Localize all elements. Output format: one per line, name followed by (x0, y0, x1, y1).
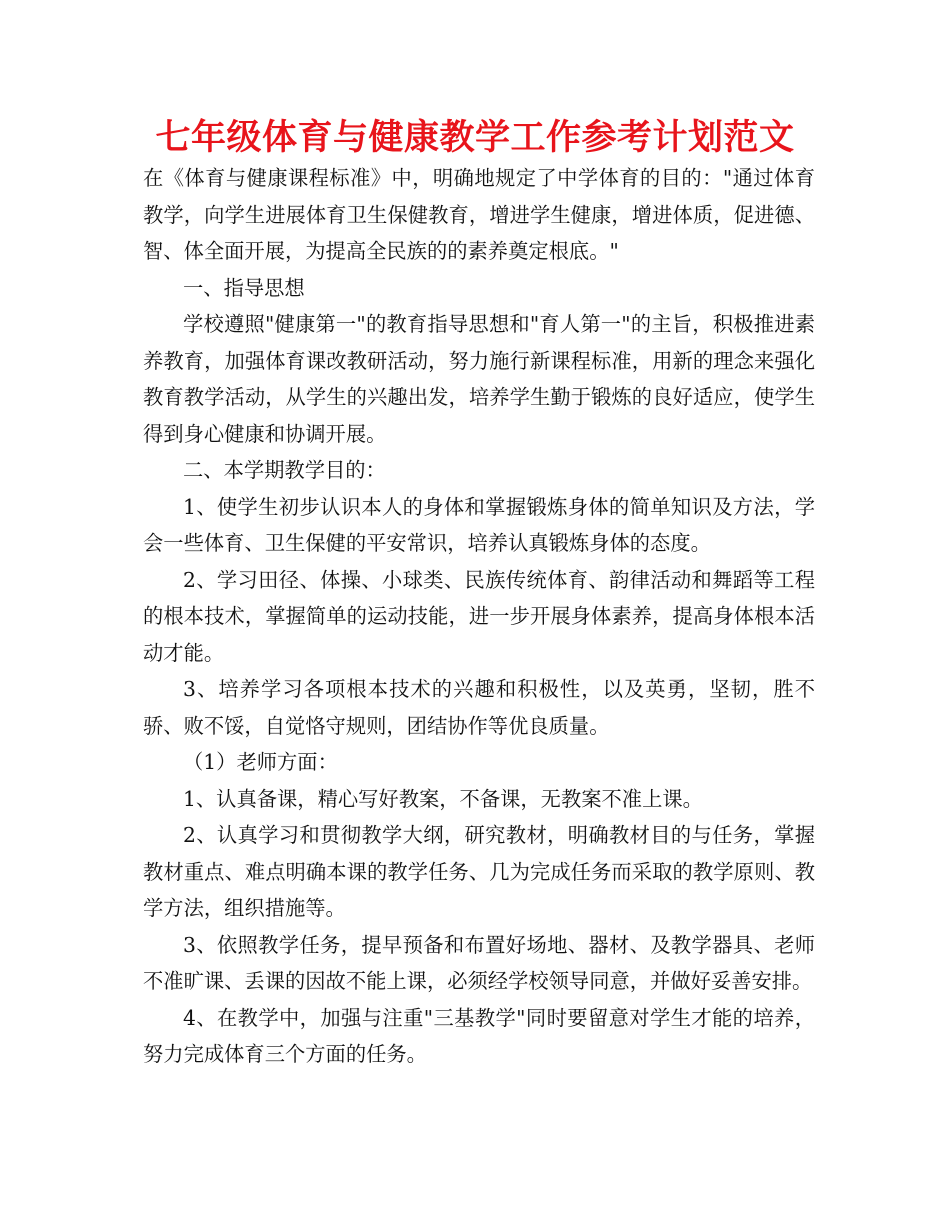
goal-item-2: 2、学习田径、体操、小球类、民族传统体育、韵律活动和舞蹈等工程的根本技术，掌握简单的运动技能，进一步开展身体素养，提高身体根本活动才能。 (143, 567, 815, 665)
teacher-item-4: 4、在教学中，加强与注重"三基教学"同时要留意对学生才能的培养，努力完成体育三个方面的任务。 (143, 1005, 815, 1066)
goal-item-1: 1、使学生初步认识本人的身体和掌握锻炼身体的简单知识及方法，学会一些体育、卫生保健的平安常识，培养认真锻炼身体的态度。 (143, 494, 815, 555)
intro-paragraph: 在《体育与健康课程标准》中，明确地规定了中学体育的目的："通过体育教学，向学生进展体育卫生保健教育，增进学生健康，增进体质，促进德、智、体全面开展，为提高全民族的的素养奠定根底。" (143, 166, 815, 263)
section-heading-teaching-goals: 二、本学期教学目的： (183, 458, 386, 482)
goal-item-3: 3、培养学习各项根本技术的兴趣和积极性，以及英勇，坚韧，胜不骄、败不馁，自觉恪守规则，团结协作等优良质量。 (143, 677, 815, 738)
teacher-item-1: 1、认真备课，精心写好教案，不备课，无教案不准上课。 (183, 786, 703, 811)
document-body (143, 160, 815, 1073)
guiding-ideology-paragraph: 学校遵照"健康第一"的教育指导思想和"育人第一"的主旨，积极推进素养教育，加强体育课改教研活动，努力施行新课程标准，用新的理念来强化教育教学活动，从学生的兴趣出发，培养学生勤于锻炼的良好适应，使学生得到身心健康和协调开展。 (143, 312, 815, 446)
teacher-item-2: 2、认真学习和贯彻教学大纲，研究教材，明确教材目的与任务，掌握教材重点、难点明确本课的教学任务、几为完成任务而采取的教学原则、教学方法，组织措施等。 (143, 823, 815, 920)
teacher-item-3: 3、依照教学任务，提早预备和布置好场地、器材、及教学器具、老师不准旷课、丢课的因故不能上课，必须经学校领导同意，并做好妥善安排。 (143, 932, 815, 993)
section-heading-guiding-ideology: 一、指导思想 (183, 275, 305, 300)
document-title: 七年级体育与健康教学工作参考计划范文 (155, 118, 795, 158)
subsection-heading-teacher: （1）老师方面： (183, 750, 338, 774)
